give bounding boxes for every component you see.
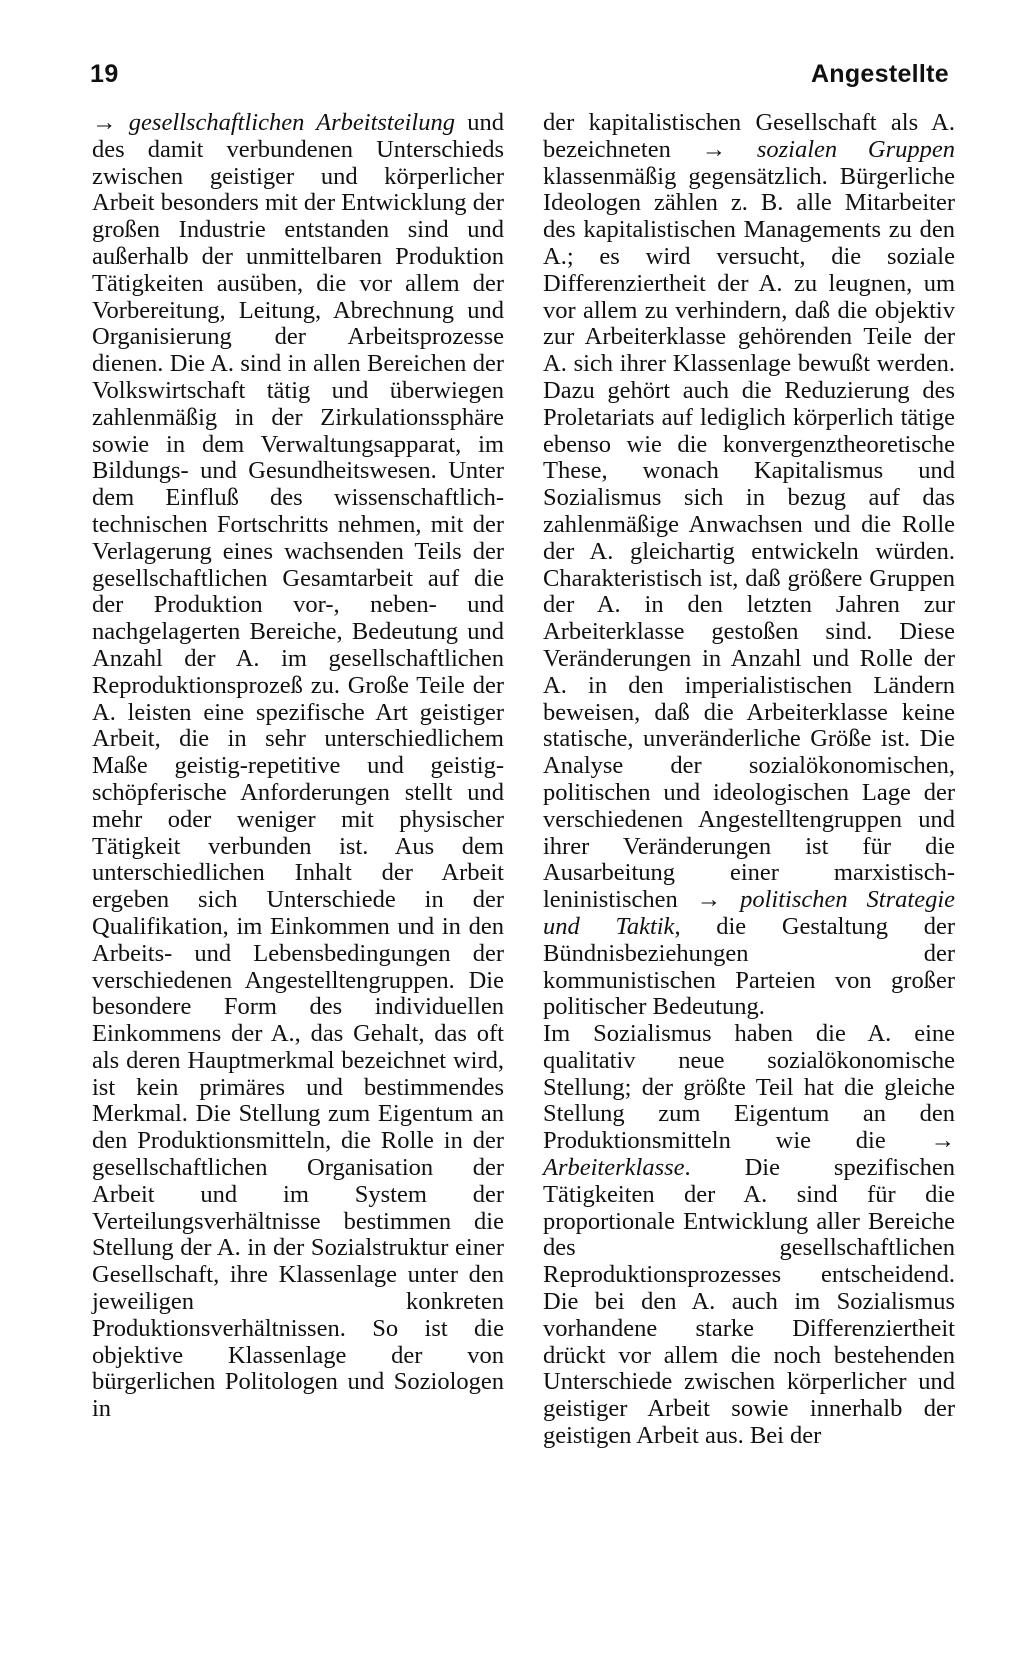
cross-reference: politischen Strategie und Taktik [543,886,956,940]
running-head: Angestellte [810,60,949,88]
cross-reference: Arbeiterklasse [543,1154,685,1182]
paragraph [543,1021,955,1450]
page-number: 19 [90,60,119,88]
cross-reference: sozialen Gruppen [756,135,956,163]
left-column [92,110,504,1423]
paragraph-text: Im Sozialismus haben die A. eine qualitativ neue sozialökonomische Stellung; der größte Teil hat die gleiche Stellung zum Eigentum an den Produktionsmitteln wie die [543,1020,955,1155]
right-column [543,110,955,1450]
paragraph-text: . Die spezifischen Tätigkeiten der A. sind für die proportionale Entwicklung aller Bereiche des gesellschaftlichen Reproduktionsprozesses entscheidend. Die bei den A. auch im Sozialismus vorhandene starke Differenziertheit drückt vor allem die noch bestehenden Unterschiede zwischen körperlicher und geistiger Arbeit sowie innerhalb der geistigen Arbeit aus. Bei der [543,1154,955,1450]
paragraph-text: , die Gestaltung der Bündnisbeziehungen der kommunistischen Parteien von großer politischer Bedeutung. [543,912,955,1021]
paragraph-text: klassenmäßig gegensätzlich. Bürgerliche Ideologen zählen z. B. alle Mitarbeiter des kapitalistischen Managements zu den A.; es wird versucht, die soziale Differenziertheit der A. zu leugnen, um vor allem zu verhindern, daß die objektiv zur Arbeiterklasse gehörenden Teile der A. sich ihrer Klassenlage bewußt werden. Dazu gehört auch die Reduzierung des Proletariats auf lediglich körperlich tätige ebenso wie die konvergenztheoretische These, wonach Kapitalismus und Sozialismus sich in bezug auf das zahlenmäßige Anwachsen und die Rolle der A. gleichartig entwickeln würden. Charakteristisch ist, daß größere Gruppen der A. in den letzten Jahren zur Arbeiterklasse gestoßen sind. Diese Veränderungen in Anzahl und Rolle der A. in den imperialistischen Ländern beweisen, daß die Arbeiterklasse keine statische, unveränderliche Größe ist. Die Analyse der sozialökonomischen, politischen und ideologischen Lage der verschiedenen Angestelltengruppen und ihrer Veränderungen ist für die Ausarbeitung einer marxistisch-leninistischen [543,162,955,914]
paragraph [543,110,955,1021]
paragraph-text: und des damit verbundenen Unterschieds zwischen geistiger und körperlicher Arbeit besonders mit der Entwicklung der großen Industrie entstanden sind und außerhalb der unmittelbaren Produktion Tätigkeiten ausüben, die vor allem der Vorbereitung, Leitung, Abrechnung und Organisierung der Arbeitsprozesse dienen. Die A. sind in allen Bereichen der Volkswirtschaft tätig und überwiegen zahlenmäßig in der Zirkulationssphäre sowie in dem Verwaltungsapparat, im Bildungs- und Gesundheitswesen. Unter dem Einfluß des wissenschaftlich-technischen Fortschritts nehmen, mit der Verlagerung eines wachsenden Teils der gesellschaftlichen Gesamtarbeit auf die der Produktion vor-, neben- und nachgelagerten Bereiche, Bedeutung und Anzahl der A. im gesellschaftlichen Reproduktionsprozeß zu. Große Teile der A. leisten eine spezifische Art geistiger Arbeit, die in sehr unterschiedlichem Maße geistig-repetitive und geistig-schöpferische Anforderungen stellt und mehr oder weniger mit physischer Tätigkeit verbunden ist. Aus dem unterschiedlichen Inhalt der Arbeit ergeben sich Unterschiede in der Qualifikation, im Einkommen und in den Arbeits- und Lebensbedingungen der verschiedenen Angestelltengruppen. Die besondere Form des individuellen Einkommens der A., das Gehalt, das oft als deren Hauptmerkmal bezeichnet wird, ist kein primäres und bestimmendes Merkmal. Die Stellung zum Eigentum an den Produktionsmitteln, die Rolle in der gesellschaftlichen Organisation der Arbeit und im System der Verteilungsverhältnisse bestimmen die Stellung der A. in der Sozialstruktur einer Gesellschaft, ihre Klassenlage unter den jeweiligen konkreten Produktionsverhältnissen. So ist die objektive Klassenlage der von bürgerlichen Politologen und Soziologen in [92,109,504,1423]
cross-reference-arrow-icon: → [92,109,117,136]
paragraph [92,110,504,1423]
cross-reference-arrow-icon: → [930,1127,955,1155]
cross-reference-arrow-icon: → [701,135,727,163]
cross-reference-arrow-icon: → [696,886,722,914]
paragraph-text: der kapitalistischen Gesellschaft als A. bezeichneten [543,109,955,163]
cross-reference: gesellschaftlichen Arbeitsteilung [128,109,455,136]
